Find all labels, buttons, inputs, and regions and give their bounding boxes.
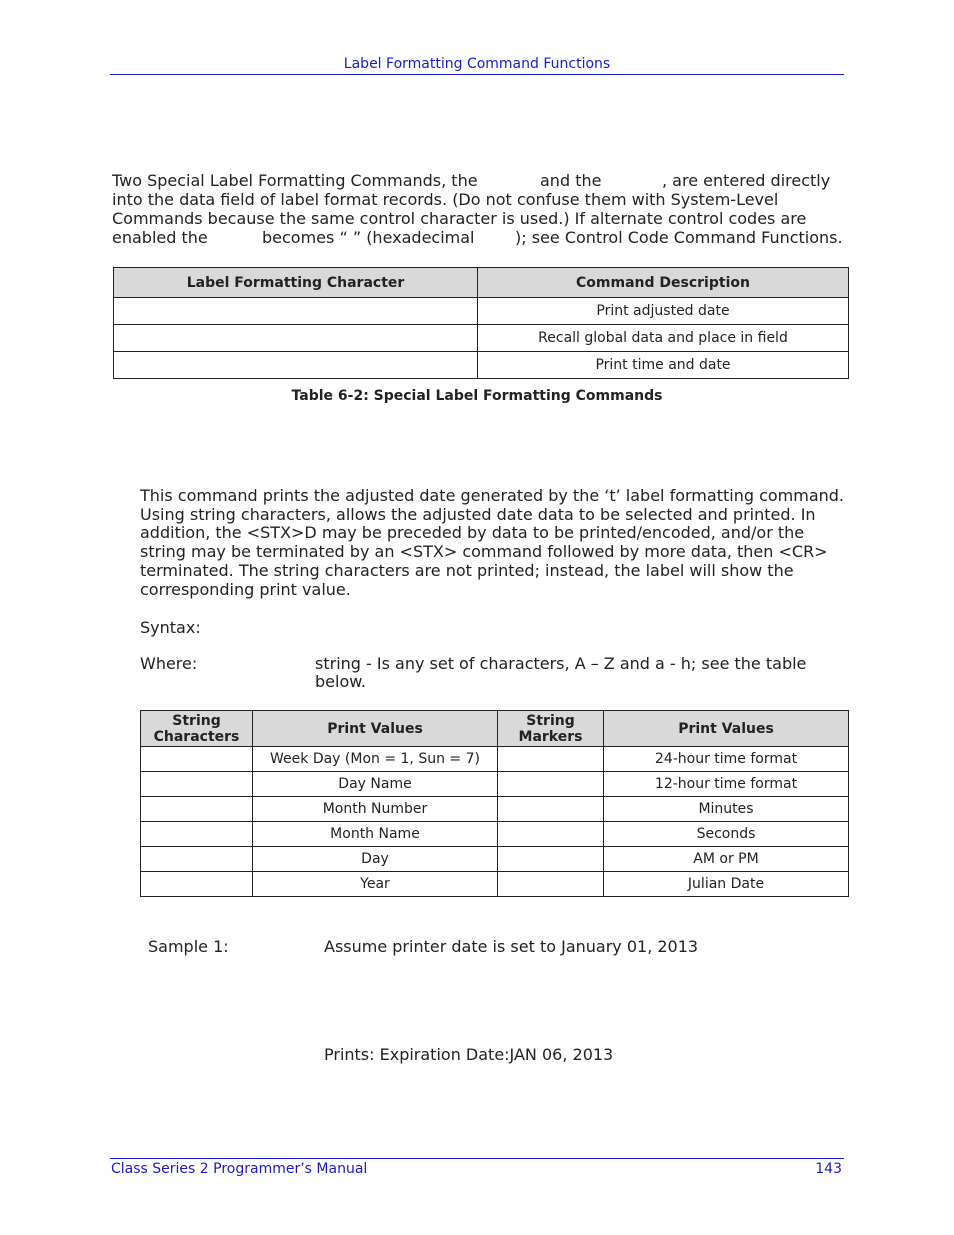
string-characters-table bbox=[140, 710, 849, 897]
table-cell bbox=[141, 822, 253, 847]
footer-manual-title: Class Series 2 Programmer’s Manual bbox=[111, 1161, 368, 1177]
table-cell: Julian Date bbox=[604, 872, 849, 897]
intro-line-1a: Two Special Label Formatting Commands, the bbox=[112, 171, 478, 190]
table-cell bbox=[498, 822, 604, 847]
table-cell bbox=[114, 352, 478, 379]
intro-line-1b: and the bbox=[540, 171, 602, 190]
intro-line-1c: , are entered directly bbox=[662, 171, 831, 190]
body-line: terminated. The string characters are not printed; instead, the label will show the bbox=[140, 561, 794, 580]
table-cell bbox=[498, 872, 604, 897]
table-row bbox=[141, 847, 849, 872]
table-cell bbox=[114, 325, 478, 352]
table-cell bbox=[141, 797, 253, 822]
table-cell: Seconds bbox=[604, 822, 849, 847]
table-cell bbox=[141, 872, 253, 897]
table-cell: Month Name bbox=[253, 822, 498, 847]
table-header-cell bbox=[498, 711, 604, 747]
table-row bbox=[141, 822, 849, 847]
header-text: String bbox=[526, 712, 575, 729]
body-line: This command prints the adjusted date generated by the ‘t’ label formatting command. bbox=[140, 486, 845, 505]
table-cell: Month Number bbox=[253, 797, 498, 822]
table-row bbox=[114, 298, 849, 325]
table-row bbox=[141, 872, 849, 897]
special-commands-table bbox=[113, 267, 849, 379]
table-header-cell: Print Values bbox=[604, 711, 849, 747]
table-cell: 24-hour time format bbox=[604, 747, 849, 772]
table-cell bbox=[141, 847, 253, 872]
table-cell bbox=[498, 847, 604, 872]
intro-line-3: Commands because the same control character is used.) If alternate control codes are bbox=[112, 209, 807, 228]
table-cell: Minutes bbox=[604, 797, 849, 822]
header-text: Characters bbox=[153, 728, 240, 745]
table-cell bbox=[141, 772, 253, 797]
intro-line-4a: enabled the bbox=[112, 228, 208, 247]
table-cell: 12-hour time format bbox=[604, 772, 849, 797]
sample-output: Prints: Expiration Date:JAN 06, 2013 bbox=[324, 1045, 614, 1064]
body-line: corresponding print value. bbox=[140, 580, 351, 599]
header-text: Markers bbox=[518, 728, 583, 745]
table-header-cell bbox=[141, 711, 253, 747]
header-text: String bbox=[172, 712, 221, 729]
table-cell: AM or PM bbox=[604, 847, 849, 872]
where-text-cont: below. bbox=[315, 672, 366, 691]
intro-line-4b: becomes “ ” (hexadecimal bbox=[262, 228, 475, 247]
footer-rule bbox=[110, 1158, 844, 1159]
body-line: addition, the <STX>D may be preceded by data to be printed/encoded, and/or the bbox=[140, 523, 805, 542]
body-line: string may be terminated by an <STX> command followed by more data, then <CR> bbox=[140, 542, 828, 561]
table-cell: Recall global data and place in field bbox=[478, 325, 849, 352]
body-line: Using string characters, allows the adjusted date data to be selected and printed. In bbox=[140, 505, 816, 524]
table-header-cell: Command Description bbox=[478, 268, 849, 298]
running-header: Label Formatting Command Functions bbox=[343, 56, 611, 72]
table-row bbox=[114, 352, 849, 379]
header-rule bbox=[110, 74, 844, 75]
sample-text: Assume printer date is set to January 01, 2013 bbox=[324, 937, 699, 956]
table-header-cell: Label Formatting Character bbox=[114, 268, 478, 298]
table-row bbox=[114, 325, 849, 352]
table-cell: Day bbox=[253, 847, 498, 872]
table-cell bbox=[498, 747, 604, 772]
table-cell bbox=[498, 797, 604, 822]
table-cell: Print time and date bbox=[478, 352, 849, 379]
where-text: string - Is any set of characters, A – Z and a - h; see the table bbox=[315, 654, 807, 673]
table-cell: Day Name bbox=[253, 772, 498, 797]
where-label: Where: bbox=[140, 654, 198, 673]
intro-line-4c: ); see Control Code Command Functions. bbox=[515, 228, 843, 247]
table-cell bbox=[498, 772, 604, 797]
table-row bbox=[141, 797, 849, 822]
intro-line-2: into the data field of label format records. (Do not confuse them with System-Level bbox=[112, 190, 779, 209]
table-row bbox=[141, 747, 849, 772]
sample-label: Sample 1: bbox=[148, 937, 229, 956]
table-cell: Print adjusted date bbox=[478, 298, 849, 325]
table-header-cell: Print Values bbox=[253, 711, 498, 747]
table-cell: Year bbox=[253, 872, 498, 897]
table-cell bbox=[114, 298, 478, 325]
syntax-label: Syntax: bbox=[140, 618, 201, 637]
table-cell: Week Day (Mon = 1, Sun = 7) bbox=[253, 747, 498, 772]
table-cell bbox=[141, 747, 253, 772]
page-number: 143 bbox=[815, 1161, 842, 1177]
table-caption: Table 6-2: Special Label Formatting Commands bbox=[291, 388, 663, 404]
table-row bbox=[141, 772, 849, 797]
